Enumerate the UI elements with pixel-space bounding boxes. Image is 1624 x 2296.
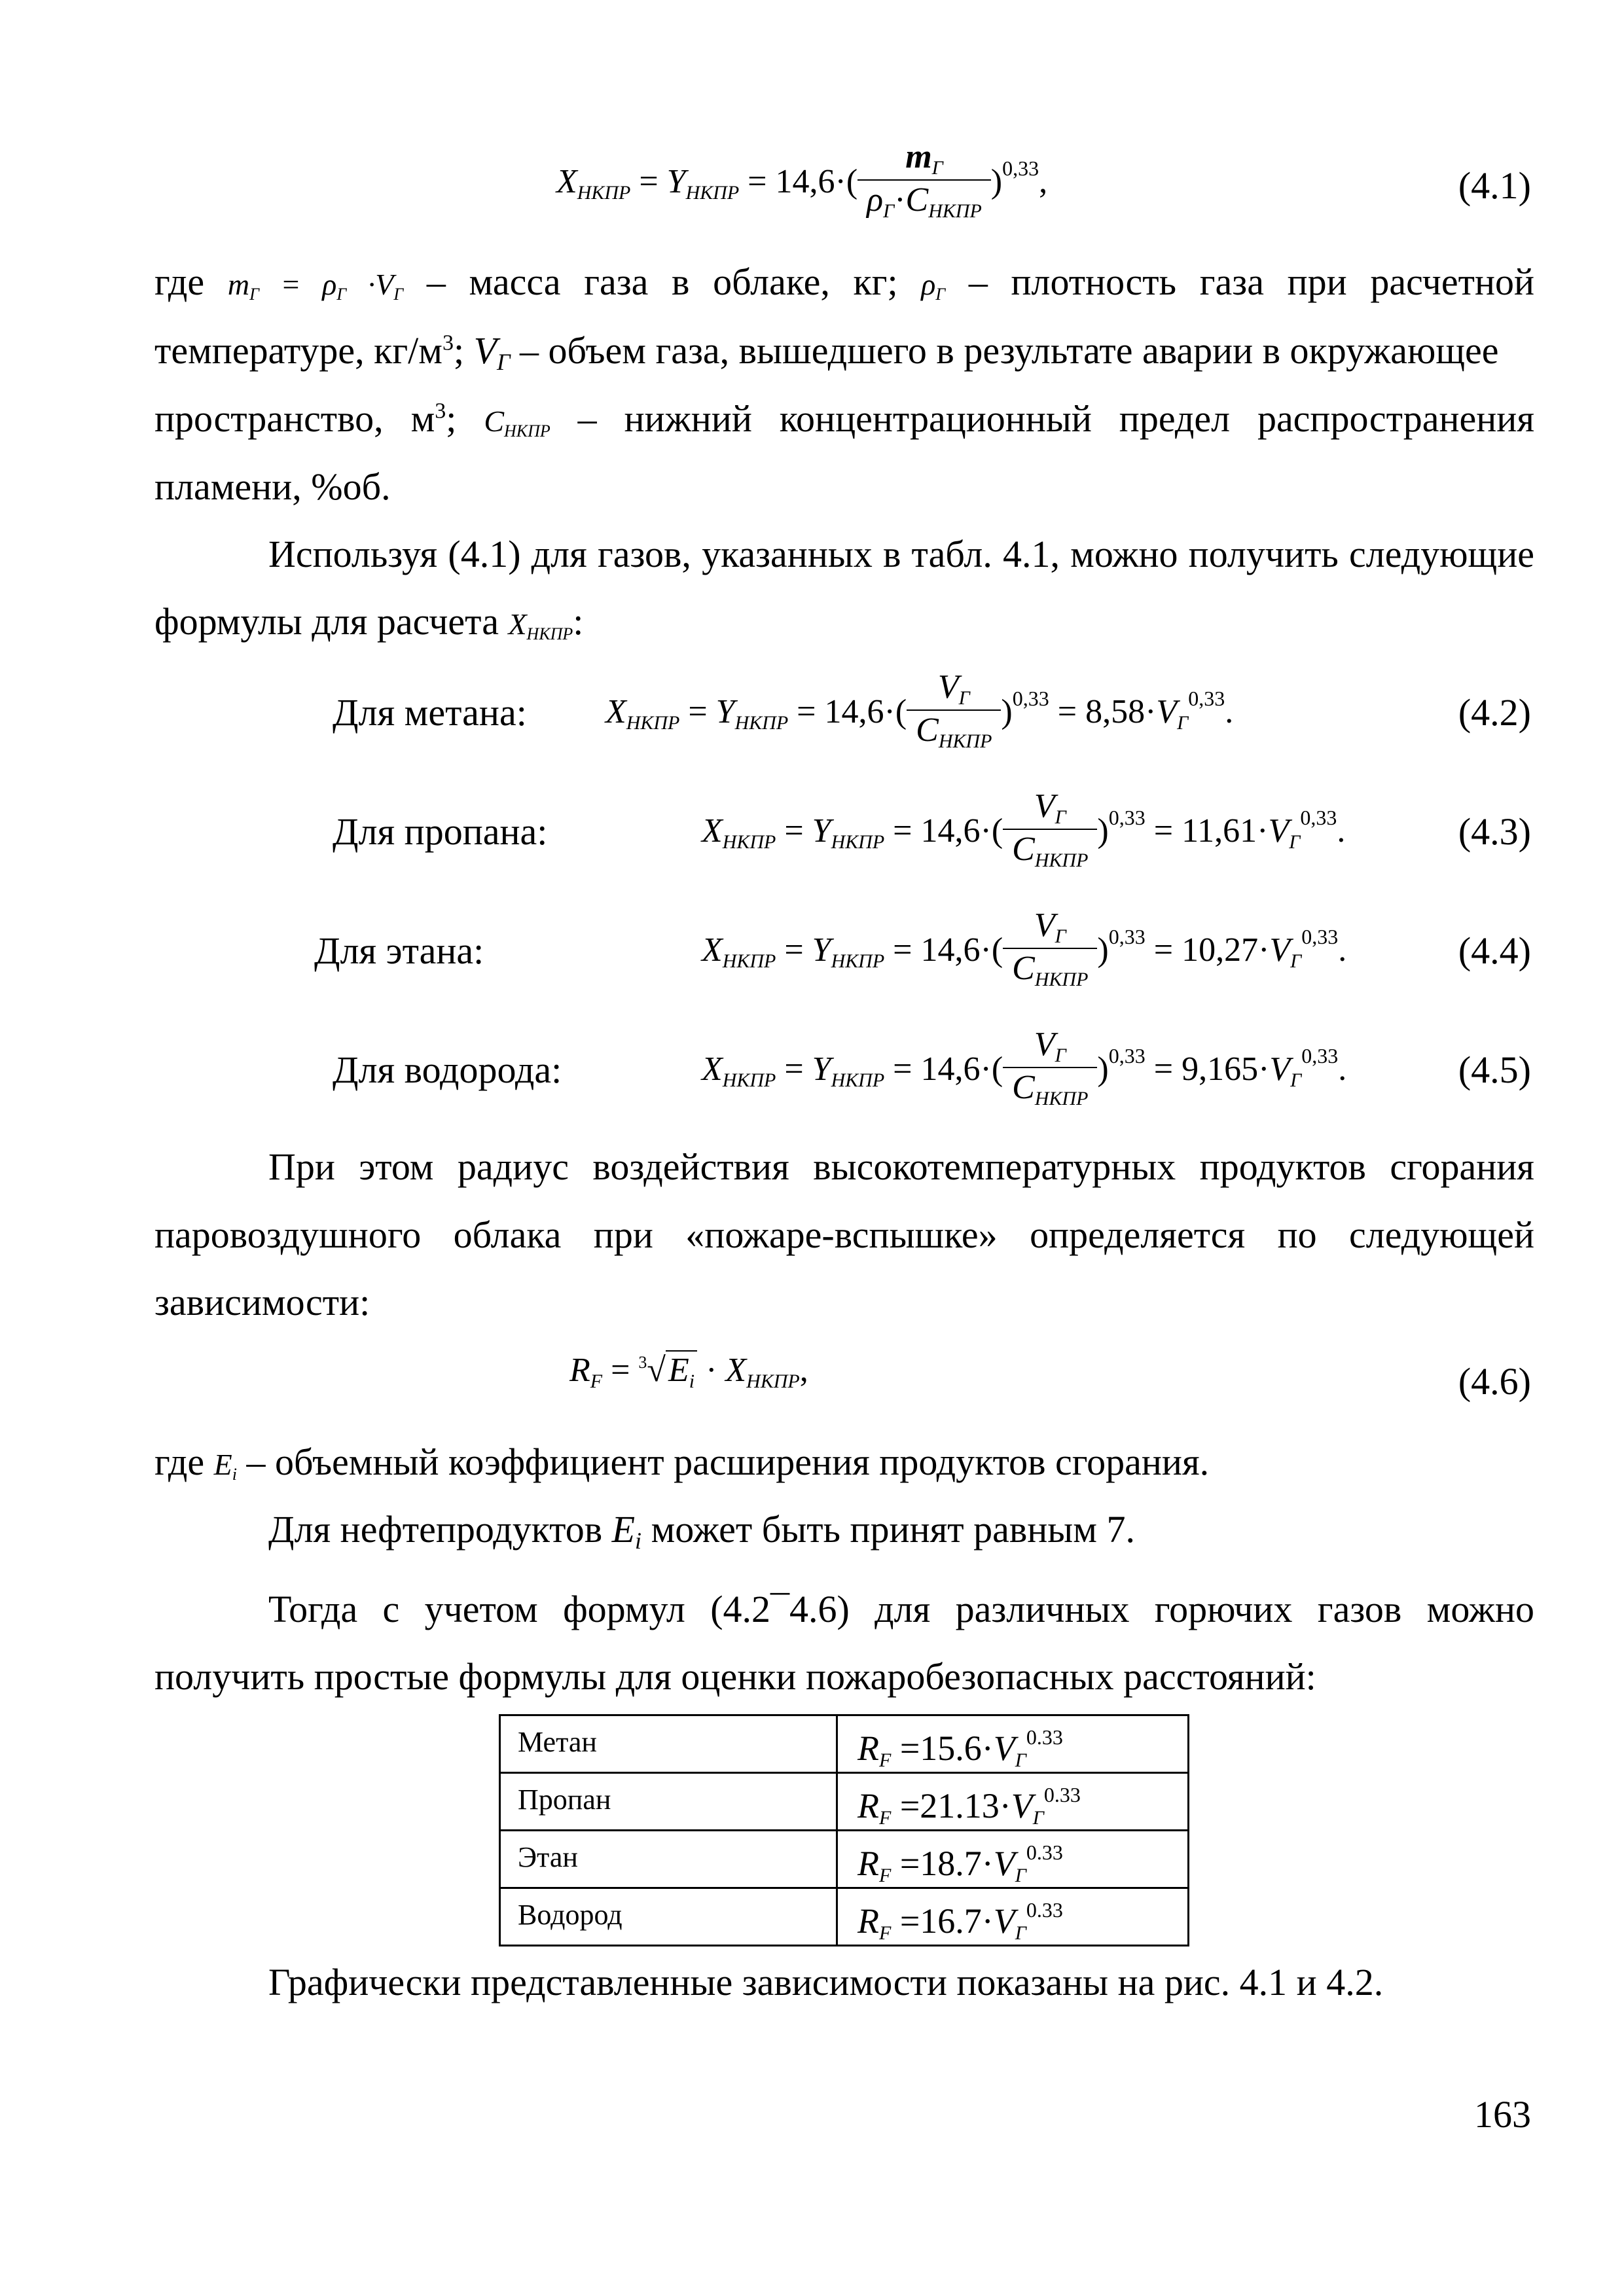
gas-name-cell: Метан (500, 1715, 837, 1773)
gas-name-cell: Водород (500, 1888, 837, 1946)
equation-4-2: $X_{НКПР} = Y_{НКПР} = 14,6\cdot$( $\frac{V_Г}{C_{НКПР}}$ )$^{0,33} = 8,58\cdot V_Г^{0,33}$. (605, 668, 1234, 752)
paragraph-line: Для нефтепродуктов $E_i$ может быть принят равным 7. (268, 1508, 1135, 1554)
paragraph-line: температуре, $кг/м^3$; $V_Г$ – объем газа, вышедшего в результате аварии в окружающее (154, 329, 1499, 375)
equation-number-4-6: (4.6) (1458, 1360, 1531, 1403)
equation-4-6: $R_F = ^3√E_i \cdot X_{НКПР}$, (569, 1352, 808, 1392)
equation-label-propane: Для пропана: (333, 810, 548, 853)
paragraph-line: зависимости: (154, 1281, 370, 1323)
table-row (500, 1773, 1189, 1831)
paragraph-line: паровоздушного облака при «пожаре-вспышке» определяется по следующей (154, 1213, 1534, 1256)
table-row (500, 1888, 1189, 1946)
table-row (500, 1715, 1189, 1773)
equation-number-4-4: (4.4) (1458, 929, 1531, 972)
paragraph-line: Графически представленные зависимости показаны на рис. 4.1 и 4.2. (268, 1961, 1384, 2003)
paragraph-line: Используя (4.1) для газов, указанных в табл. 4.1, можно получить следующие (268, 533, 1534, 575)
paragraph-line: пламени, %об. (154, 465, 391, 508)
paragraph-line: пространство, $м^3$; $C_{НКПР}$ – нижний концентрационный предел распространения (154, 397, 1534, 440)
equation-4-3: $X_{НКПР} = Y_{НКПР} = 14,6\cdot$( $\frac{V_Г}{C_{НКПР}}$ )$^{0,33} = 11,61\cdot V_Г^{0,33}$. (702, 787, 1346, 871)
fire-safe-distance-table (499, 1714, 1189, 1946)
formula-cell: $R_F =18.7\cdot V_Г^{0.33}$ (837, 1831, 1189, 1888)
formula-cell: $R_F =15.6\cdot V_Г^{0.33}$ (837, 1715, 1189, 1773)
paragraph-line: При этом радиус воздействия высокотемпературных продуктов сгорания (268, 1145, 1534, 1188)
equation-4-4: $X_{НКПР} = Y_{НКПР} = 14,6\cdot$( $\frac{V_Г}{C_{НКПР}}$ )$^{0,33} = 10,27\cdot V_Г^{0,33}$. (702, 906, 1347, 990)
equation-number-4-1: (4.1) (1458, 164, 1531, 207)
formula-cell: $R_F =21.13\cdot V_Г^{0.33}$ (837, 1773, 1189, 1831)
paragraph-line: получить простые формулы для оценки пожаробезопасных расстояний: (154, 1655, 1316, 1698)
equation-label-hydrogen: Для водорода: (333, 1049, 562, 1091)
equation-label-ethane: Для этана: (314, 929, 484, 972)
equation-number-4-3: (4.3) (1458, 810, 1531, 853)
paragraph-line: Тогда с учетом формул (4.2¯4.6) для различных горючих газов можно (268, 1588, 1534, 1630)
equation-label-methane: Для метана: (333, 691, 527, 734)
table-row (500, 1831, 1189, 1888)
paragraph-line: где $E_i$ – объемный коэффициент расширения продуктов сгорания. (154, 1441, 1210, 1484)
equation-4-5: $X_{НКПР} = Y_{НКПР} = 14,6\cdot$( $\frac{V_Г}{C_{НКПР}}$ )$^{0,33} = 9,165\cdot V_Г^{0,33}$. (702, 1026, 1347, 1109)
page-number: 163 (1474, 2093, 1531, 2136)
gas-name-cell: Пропан (500, 1773, 837, 1831)
equation-number-4-5: (4.5) (1458, 1049, 1531, 1091)
formula-cell: $R_F =16.7\cdot V_Г^{0.33}$ (837, 1888, 1189, 1946)
equation-number-4-2: (4.2) (1458, 691, 1531, 734)
paragraph-line: где $m_Г = \rho_Г \cdot V_Г$ – масса газа в облаке, кг; $\rho_Г$ – плотность газа при расчетной (154, 260, 1535, 304)
equation-4-1: $X_{НКПР} = Y_{НКПР} = 14,6\cdot$( $\frac{m_Г}{\rho_Г\cdot C_{НКПР}}$ )$^{0,33}$, (556, 138, 1048, 222)
gas-name-cell: Этан (500, 1831, 837, 1888)
paragraph-line: формулы для расчета $X_{НКПР}$: (154, 600, 584, 643)
